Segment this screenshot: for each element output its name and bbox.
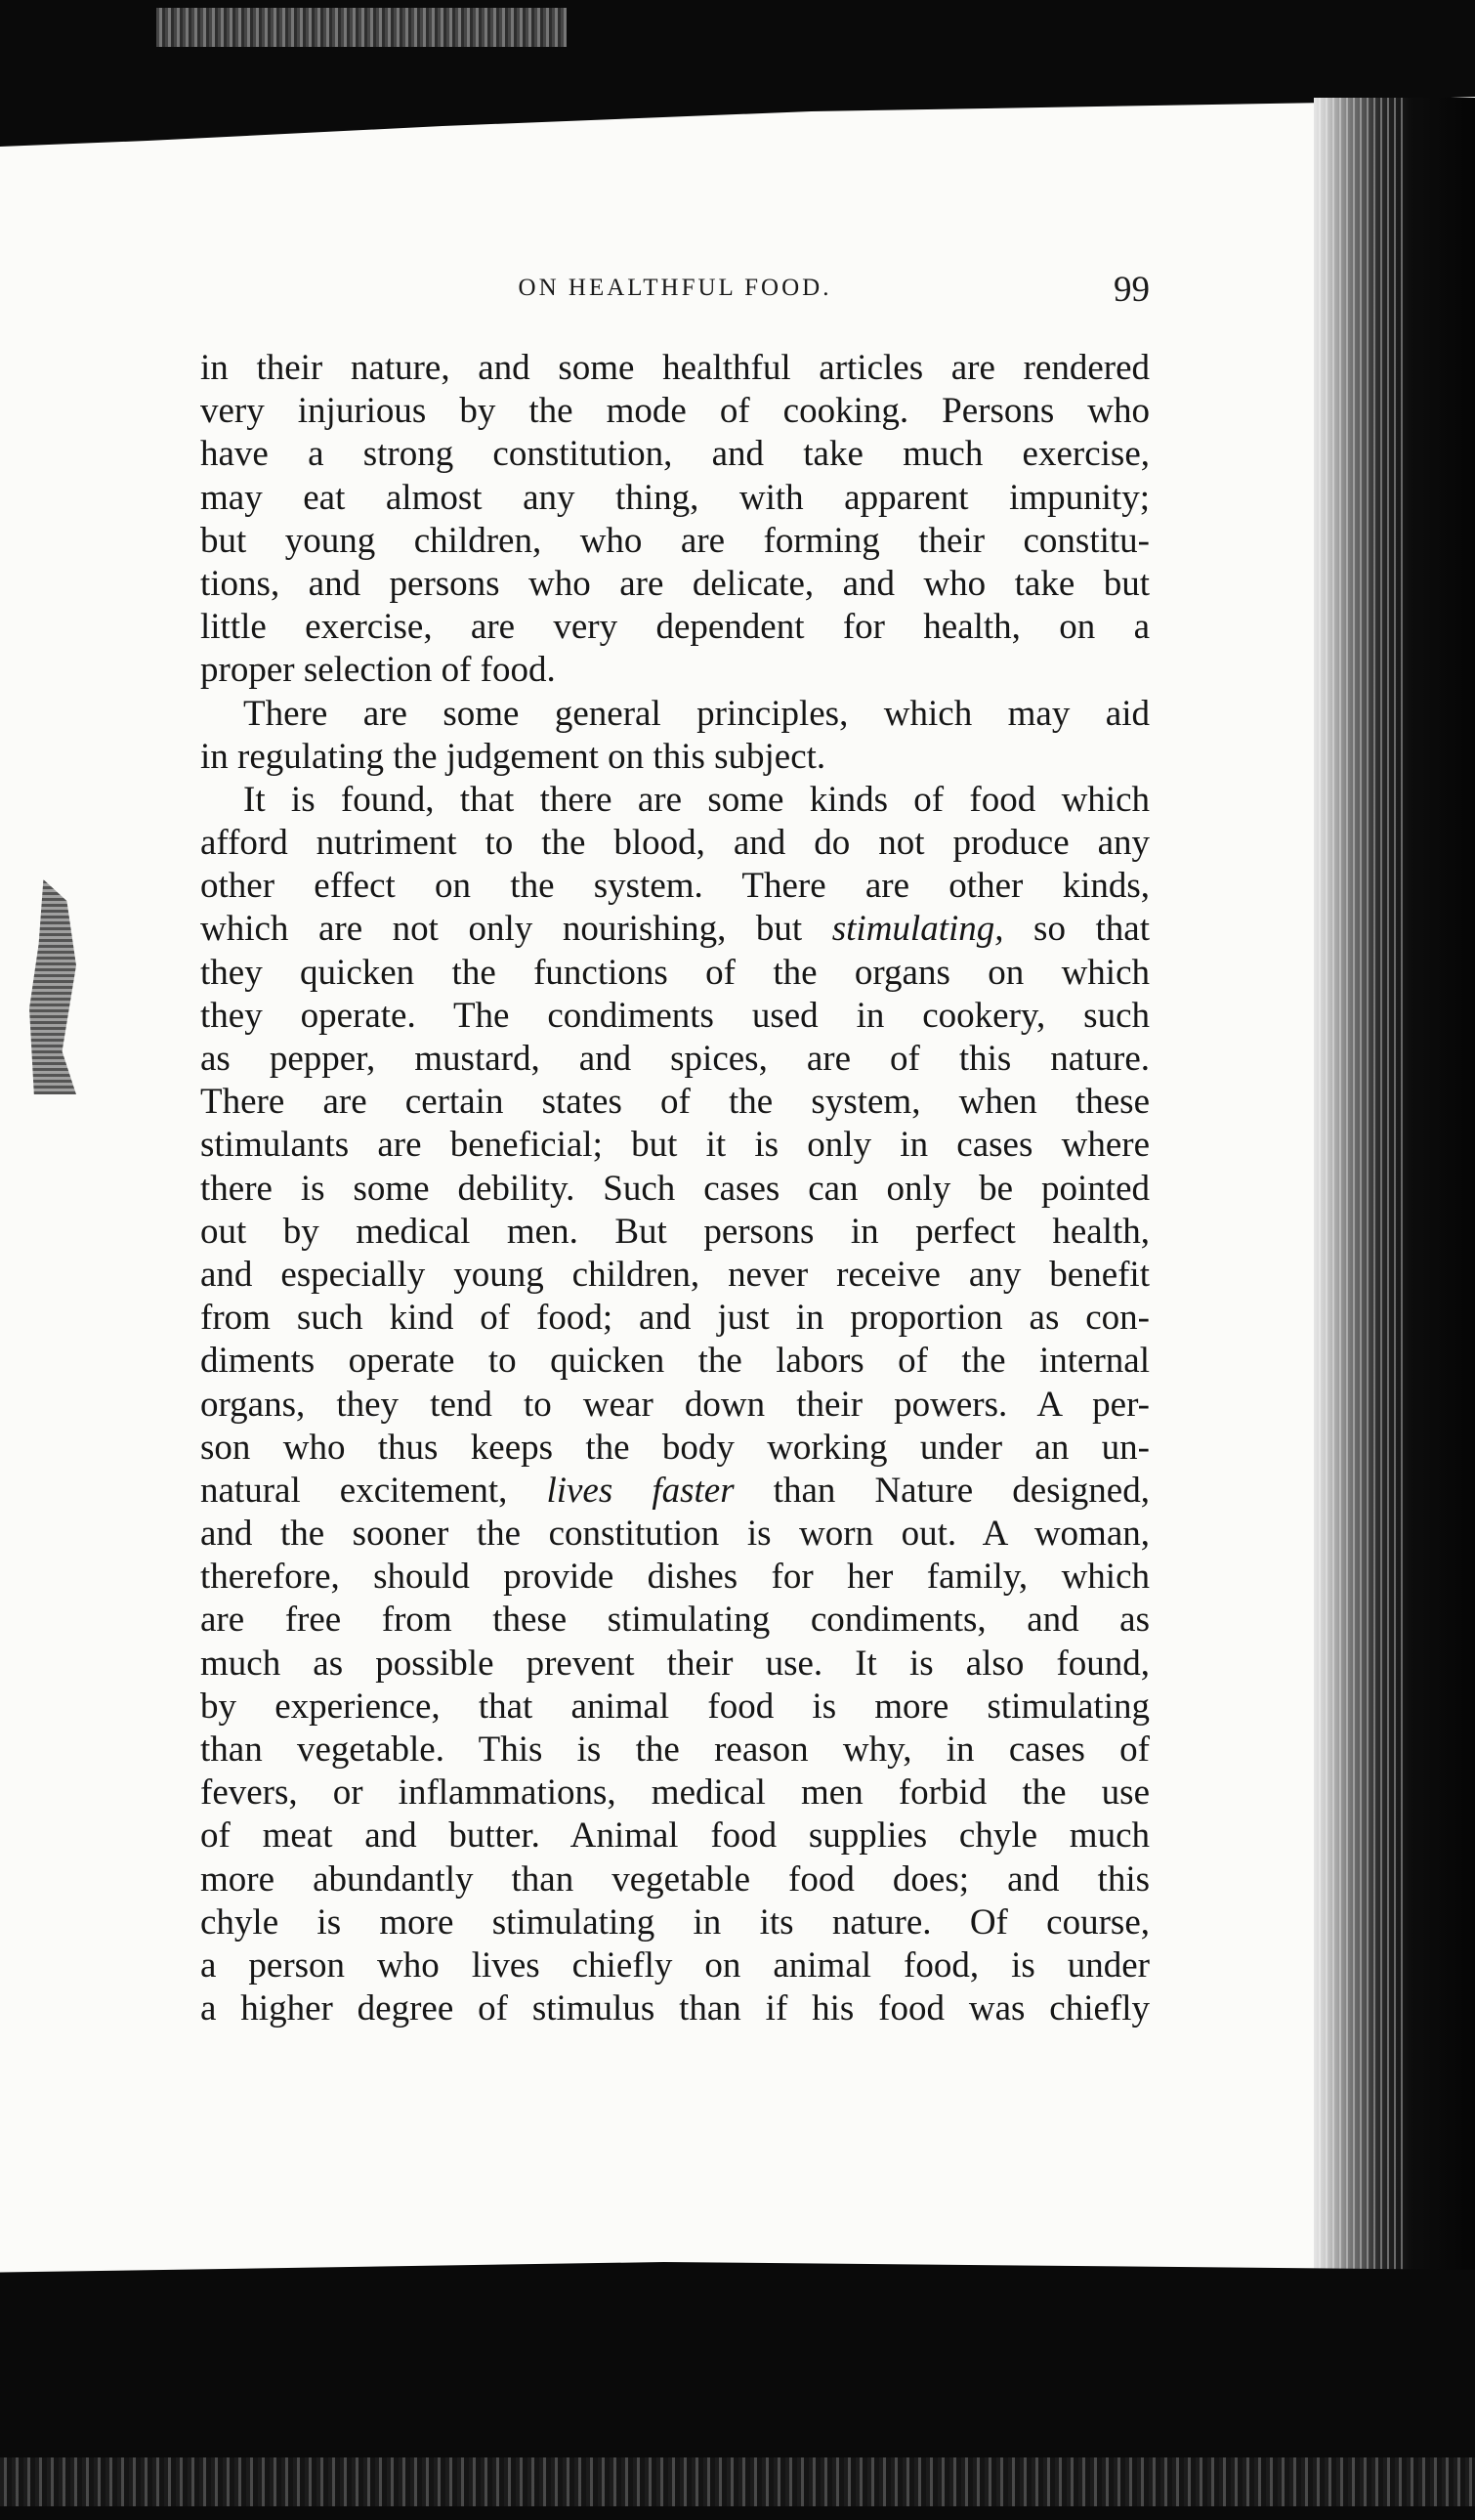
text-line: It is found, that there are some kinds of food which: [243, 779, 1150, 820]
running-header: [200, 269, 1150, 318]
text-line: from such kind of food; and just in proportion as con-: [200, 1298, 1150, 1339]
text-line-mixed: [200, 908, 1150, 951]
text-line: little exercise, are very dependent for health, on a: [200, 607, 1150, 648]
text-line: they quicken the functions of the organs on which: [200, 952, 1150, 993]
text-line: much as possible prevent their use. It is also found,: [200, 1643, 1150, 1684]
text-line: a higher degree of stimulus than if his food was chiefly: [200, 1988, 1150, 2029]
text-line: there is some debility. Such cases can only be pointed: [200, 1168, 1150, 1209]
text-line: out by medical men. But persons in perfect health,: [200, 1211, 1150, 1252]
scan-noise-top: [156, 8, 567, 47]
text-line-mixed: [200, 1470, 1150, 1513]
text-line: son who thus keeps the body working under an un-: [200, 1427, 1150, 1468]
text-line: they operate. The condiments used in cookery, such: [200, 995, 1150, 1036]
text-segment: so that: [1003, 909, 1150, 950]
text-line: stimulants are beneficial; but it is only in cases where: [200, 1125, 1150, 1166]
text-line: There are some general principles, which may aid: [243, 693, 1150, 734]
text-line: are free from these stimulating condiments, and as: [200, 1600, 1150, 1641]
text-segment: natural excitement,: [200, 1470, 547, 1511]
text-line: chyle is more stimulating in its nature. Of course,: [200, 1901, 1150, 1943]
text-line: by experience, that animal food is more stimulating: [200, 1686, 1150, 1727]
text-line: and the sooner the constitution is worn out. A woman,: [200, 1514, 1150, 1555]
text-line: may eat almost any thing, with apparent impunity;: [200, 477, 1150, 518]
body-text: [200, 347, 1150, 2030]
text-line: have a strong constitution, and take much exercise,: [200, 434, 1150, 475]
text-segment: which are not only nourishing, but: [200, 909, 832, 950]
text-line: therefore, should provide dishes for her family, which: [200, 1557, 1150, 1598]
scan-noise-bottom: [0, 2457, 1475, 2506]
text-line: very injurious by the mode of cooking. Persons who: [200, 391, 1150, 432]
text-line: afford nutriment to the blood, and do not produce any: [200, 823, 1150, 864]
text-segment: than Nature designed,: [734, 1470, 1150, 1511]
page-number: 99: [1114, 270, 1150, 310]
text-line: in their nature, and some healthful articles are rendered: [200, 348, 1150, 388]
text-line: organs, they tend to wear down their powers. A per-: [200, 1384, 1150, 1425]
text-line: and especially young children, never receive any benefit: [200, 1254, 1150, 1295]
text-line: than vegetable. This is the reason why, in cases of: [200, 1730, 1150, 1770]
italic-emphasis: lives faster: [546, 1470, 735, 1511]
text-line: fevers, or inflammations, medical men forbid the use: [200, 1773, 1150, 1814]
text-line: a person who lives chiefly on animal food, is under: [200, 1944, 1150, 1986]
text-line: more abundantly than vegetable food does; and this: [200, 1858, 1150, 1900]
text-line: but young children, who are forming their constitu-: [200, 520, 1150, 561]
text-line: tions, and persons who are delicate, and who take but: [200, 563, 1150, 604]
scan-mark-left: [29, 879, 76, 1094]
text-line: as pepper, mustard, and spices, are of this nature.: [200, 1039, 1150, 1079]
italic-emphasis: stimulating,: [831, 909, 1004, 950]
text-line: in regulating the judgement on this subject.: [200, 736, 826, 777]
text-line: proper selection of food.: [200, 650, 556, 691]
text-line: diments operate to quicken the labors of the internal: [200, 1341, 1150, 1382]
page-edges-right: [1319, 98, 1407, 2345]
text-line: other effect on the system. There are other kinds,: [200, 866, 1150, 907]
text-line: There are certain states of the system, when these: [200, 1082, 1150, 1123]
text-line: of meat and butter. Animal food supplies chyle much: [200, 1815, 1150, 1857]
running-title: ON HEALTHFUL FOOD.: [518, 275, 832, 301]
